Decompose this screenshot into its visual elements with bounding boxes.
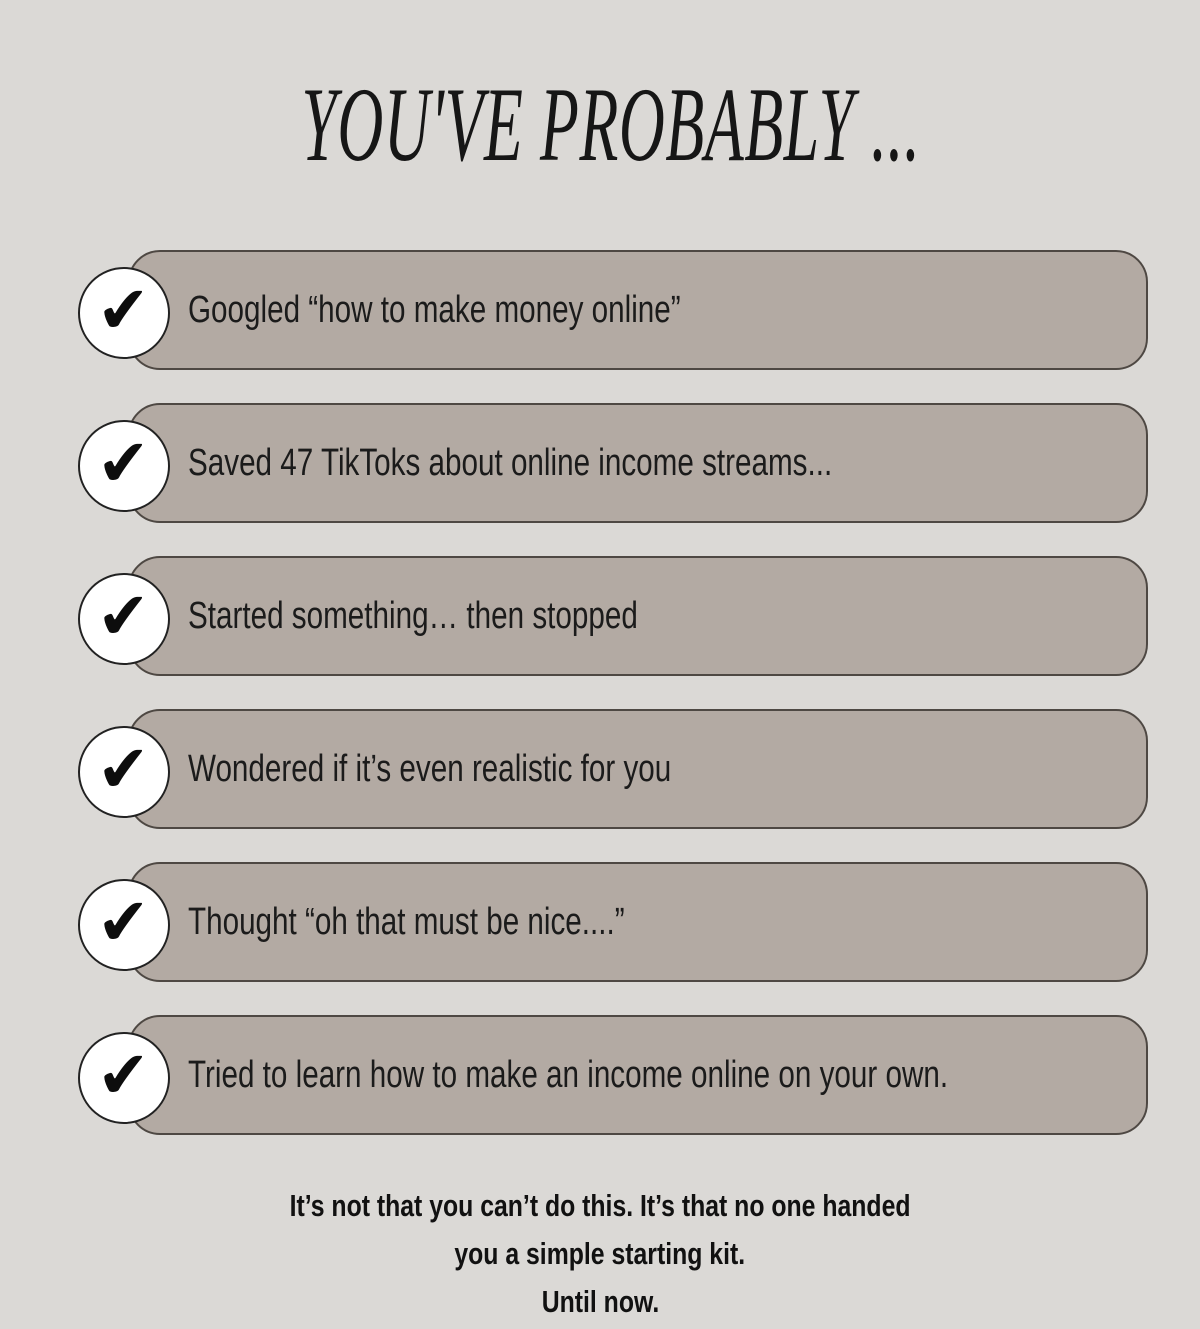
footer-line-text: It’s not that you can’t do this. It’s that no one handed — [289, 1188, 911, 1223]
checklist-item-label: Googled “how to make money online” — [188, 288, 681, 331]
check-circle — [78, 267, 170, 359]
footer-line — [0, 1230, 1200, 1278]
checklist-item-started-stopped — [95, 556, 1148, 676]
checkmark-icon: ✔ — [95, 1037, 153, 1113]
page-title-text: YOU'VE PROBABLY ... — [301, 66, 921, 183]
checkmark-icon: ✔ — [95, 425, 153, 501]
checklist-item-label: Saved 47 TikToks about online income streams... — [188, 441, 833, 484]
checklist-item-saved-tiktoks — [95, 403, 1148, 523]
checklist-item-tried-on-your-own — [95, 1015, 1148, 1135]
checklist — [95, 250, 1148, 1135]
check-circle — [78, 726, 170, 818]
footer-line-text: Until now. — [541, 1284, 659, 1319]
footer-line — [0, 1278, 1200, 1326]
footer-message — [0, 1182, 1200, 1326]
footer-line — [0, 1182, 1200, 1230]
checklist-item-label: Thought “oh that must be nice....” — [188, 900, 625, 943]
page-title — [0, 66, 1200, 183]
check-circle — [78, 879, 170, 971]
checkmark-icon: ✔ — [95, 272, 153, 348]
check-circle — [78, 573, 170, 665]
checklist-item-must-be-nice — [95, 862, 1148, 982]
checklist-item-label: Wondered if it’s even realistic for you — [188, 747, 672, 790]
checkmark-icon: ✔ — [95, 731, 153, 807]
checkmark-icon: ✔ — [95, 884, 153, 960]
checklist-item-label: Started something… then stopped — [188, 594, 638, 637]
checklist-item-label: Tried to learn how to make an income online on your own. — [188, 1053, 949, 1096]
footer-line-text: you a simple starting kit. — [454, 1236, 746, 1271]
checkmark-icon: ✔ — [95, 578, 153, 654]
check-circle — [78, 1032, 170, 1124]
check-circle — [78, 420, 170, 512]
checklist-item-googled — [95, 250, 1148, 370]
checklist-item-wondered-realistic — [95, 709, 1148, 829]
